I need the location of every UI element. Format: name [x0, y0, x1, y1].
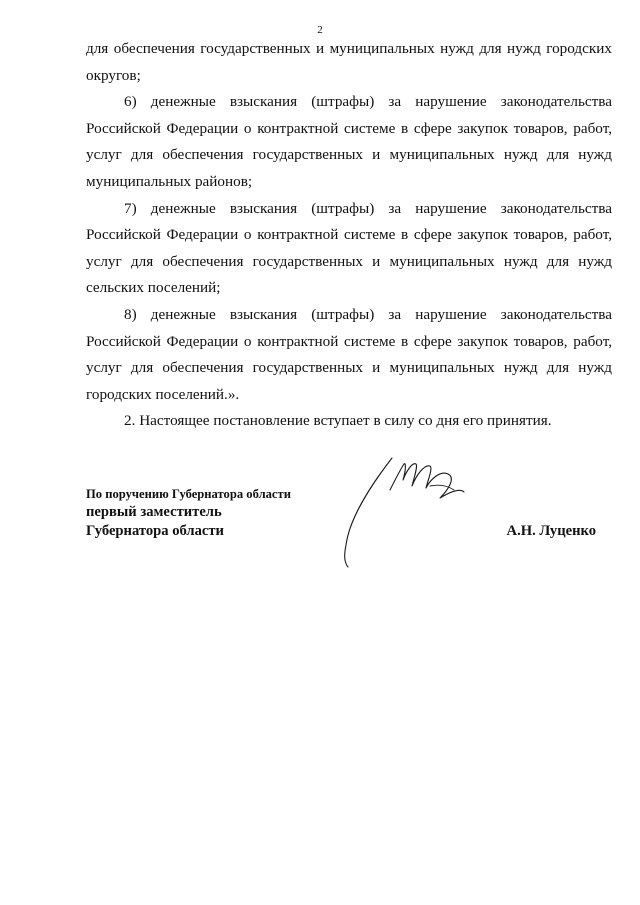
paragraph-item-6: 6) денежные взыскания (штрафы) за нарушение законодательства Российской Федерации о контрактной системе в сфере закупок товаров, работ, услуг для обеспечения государственных и муниципальных нужд для нужд муниципальных районов; — [86, 93, 612, 190]
handwritten-signature — [330, 450, 480, 570]
paragraph-item-7: 7) денежные взыскания (штрафы) за нарушение законодательства Российской Федерации о контрактной системе в сфере закупок товаров, работ, услуг для обеспечения государственных и муниципальных нужд для нужд сельских поселений; — [86, 199, 612, 297]
signatory-authority: По поручению Губернатора области — [86, 487, 291, 501]
paragraph-item-8: 8) денежные взыскания (штрафы) за нарушение законодательства Российской Федерации о контрактной системе в сфере закупок товаров, работ, услуг для обеспечения государственных и муниципальных нужд для нужд городских поселений.». — [86, 305, 612, 403]
signatory-name: А.Н. Луценко — [506, 523, 596, 539]
page-number: 2 — [317, 24, 323, 36]
signatory-position-org: Губернатора области — [86, 523, 224, 539]
paragraph-effective-date: 2. Настоящее постановление вступает в силу со дня его принятия. — [124, 412, 552, 430]
document-body — [86, 36, 612, 435]
paragraph-continuation: для обеспечения государственных и муниципальных нужд для нужд городских округов; — [86, 40, 612, 84]
signatory-position: первый заместитель — [86, 504, 222, 520]
signatory-block — [86, 486, 291, 541]
